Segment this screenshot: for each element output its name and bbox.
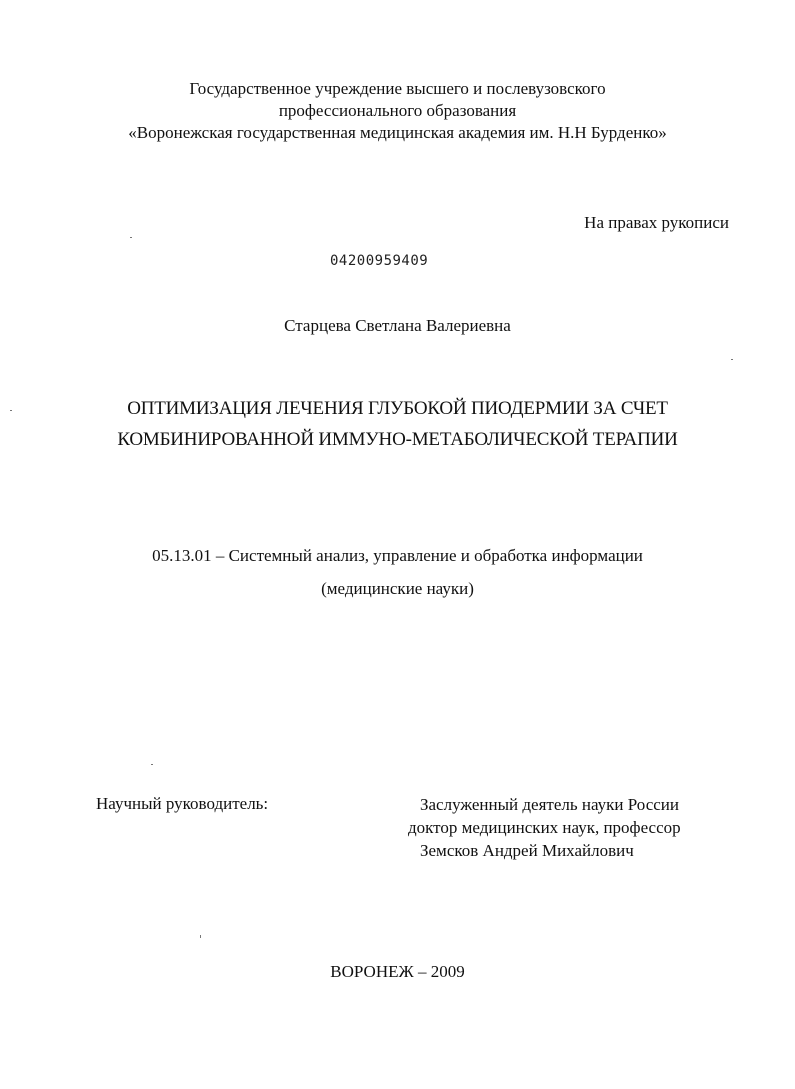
- advisor-label: Научный руководитель:: [96, 794, 269, 813]
- scan-speck: [151, 764, 153, 765]
- advisor-degree: доктор медицинских наук, профессор: [408, 818, 681, 837]
- advisor-info: [408, 793, 681, 862]
- title-line-2: КОМБИНИРОВАННОЙ ИММУНО-МЕТАБОЛИЧЕСКОЙ ТЕРАПИИ: [117, 429, 678, 450]
- advisor-name: Земсков Андрей Михайлович: [420, 841, 634, 860]
- scan-speck: [10, 410, 12, 411]
- advisor-honorary-title: Заслуженный деятель науки России: [420, 795, 680, 814]
- scan-speck: [130, 237, 132, 238]
- science-branch: (медицинские науки): [321, 579, 474, 598]
- institution-line-2: профессионального образования: [278, 101, 517, 120]
- institution-line-1: Государственное учреждение высшего и послевузовского: [189, 79, 606, 98]
- specialty-code: 05.13.01 – Системный анализ, управление и обработка информации: [152, 546, 643, 565]
- scan-speck: [200, 935, 201, 938]
- author-name: Старцева Светлана Валериевна: [284, 316, 511, 335]
- institution-line-3: «Воронежская государственная медицинская академия им. Н.Н Бурденко»: [128, 123, 667, 142]
- title-line-1: ОПТИМИЗАЦИЯ ЛЕЧЕНИЯ ГЛУБОКОЙ ПИОДЕРМИИ ЗА СЧЕТ: [127, 398, 668, 419]
- manuscript-rights-note: На правах рукописи: [584, 213, 729, 232]
- city-year: ВОРОНЕЖ – 2009: [330, 962, 465, 981]
- registration-number: 04200959409: [330, 253, 429, 269]
- scan-speck: [731, 359, 733, 360]
